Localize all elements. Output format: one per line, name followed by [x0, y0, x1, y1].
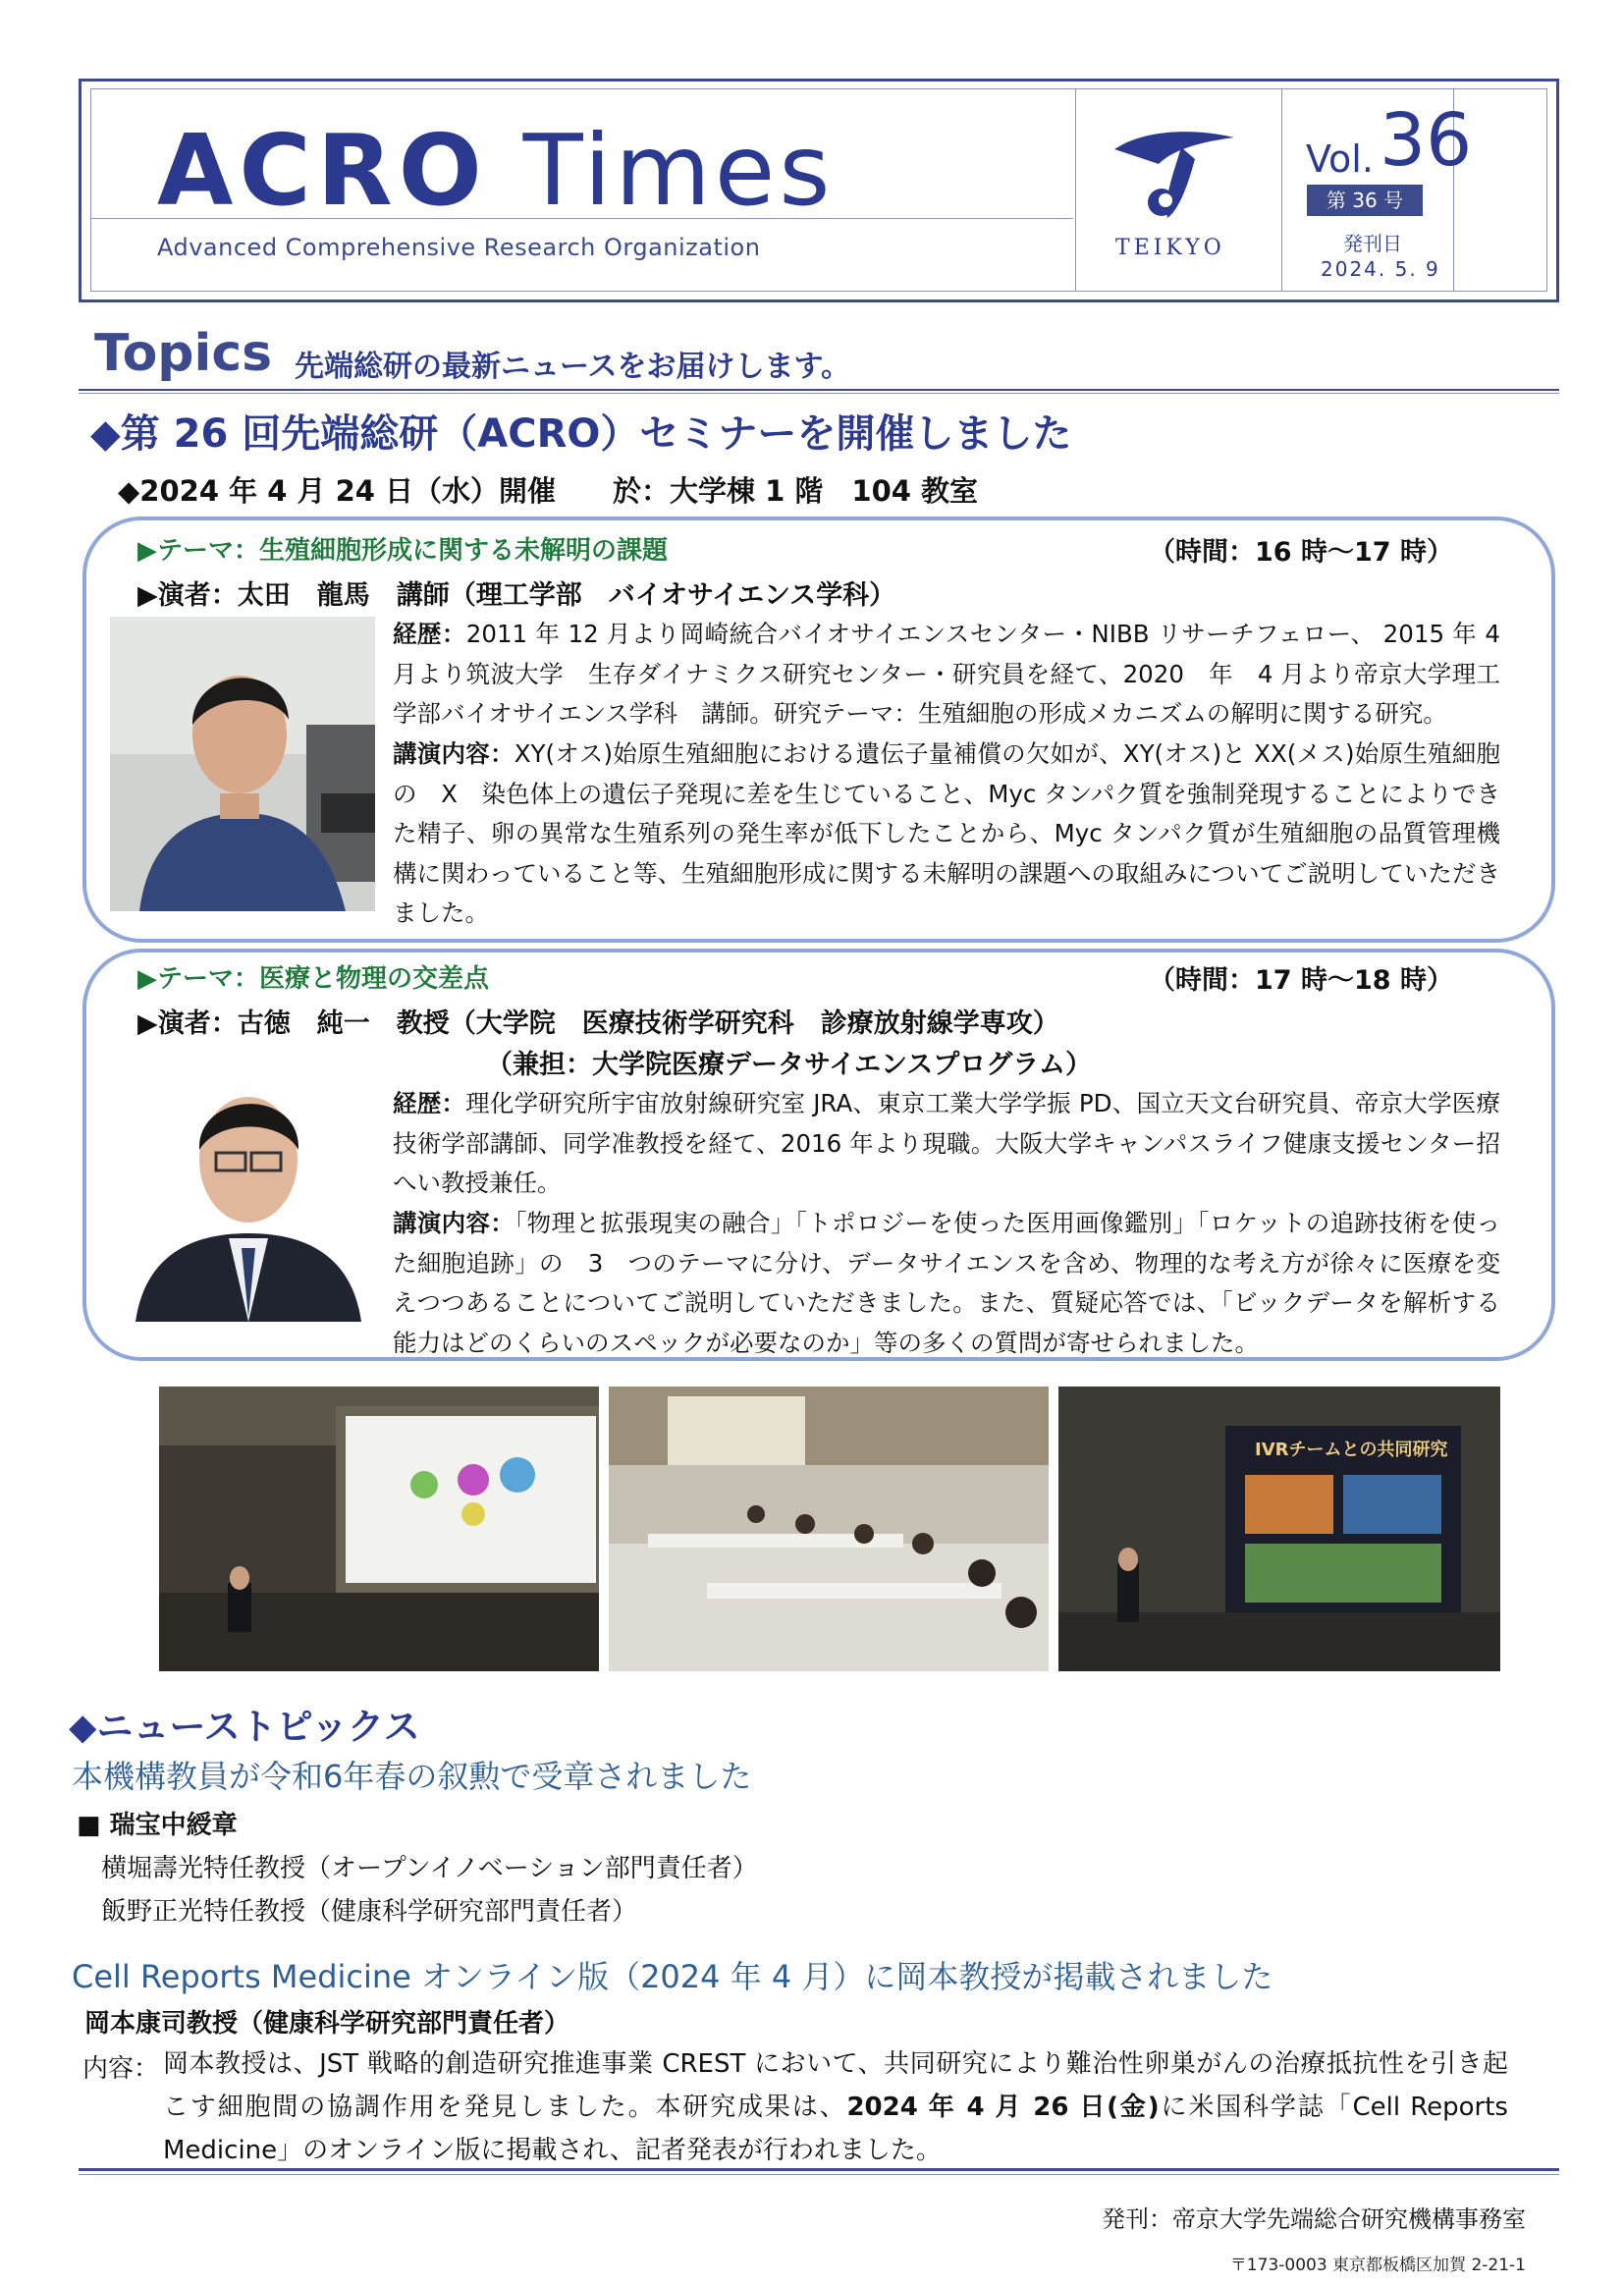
talk1-career-text: 2011 年 12 月より岡崎統合バイオサイエンスセンター・NIBB リサーチフェロー、 2015 年 4 月より筑波大学 生存ダイナミクス研究センター・研究員を経て、2020 年 4 月より帝京大学理工学部バイオサイエンス学科 講師。研究テーマ：生殖細胞の形成メカニズムの解明に関する研究。	[393, 620, 1500, 728]
talk2-lecture-label: 講演内容：	[393, 1209, 515, 1237]
talk2-speaker-extra: （兼担：大学院医療データサイエンスプログラム）	[486, 1050, 1092, 1080]
event-photo-2	[609, 1387, 1049, 1671]
speaker-photo-kotoku	[126, 1057, 371, 1322]
news1-person-2: 飯野正光特任教授（健康科学研究部門責任者）	[101, 1897, 638, 1927]
talk1-career	[393, 615, 1500, 734]
newsletter-subtitle: Advanced Comprehensive Research Organization	[157, 234, 761, 261]
topics-rule-thin	[79, 393, 1559, 394]
news2-title: Cell Reports Medicine オンライン版（2024 年 4 月）に岡本教授が掲載されました	[72, 1958, 1273, 1995]
news2-text-c: に米国科学誌「Cell Reports Medicine」のオンライン版に掲載され、記者発表が行われました。	[163, 2093, 1508, 2165]
speaker-photo-ota	[110, 617, 375, 911]
date-label: 発刊日	[1343, 232, 1402, 255]
talk2-career-text: 理化学研究所宇宙放射線研究室 JRA、東京工業大学学振 PD、国立天文台研究員、帝京大学医療技術学部講師、同学准教授を経て、2016 年より現職。大阪大学キャンパスライフ健康支援センター招へい教授兼任。	[393, 1089, 1500, 1197]
talk1-speaker: ▶演者：太田 龍馬 講師（理工学部 バイオサイエンス学科）	[137, 580, 896, 611]
talk2-speaker: ▶演者：古徳 純一 教授（大学院 医療技術学研究科 診療放射線学専攻）	[137, 1008, 1059, 1039]
news2-person: 岡本康司教授（健康科学研究部門責任者）	[84, 2009, 570, 2039]
news1-title: 本機構教員が令和6年春の叙勲で受章されました	[72, 1758, 752, 1795]
title-light: Times	[522, 113, 835, 228]
date-value: 2024. 5. 9	[1321, 257, 1440, 281]
newsletter-title	[157, 113, 835, 228]
talk2-career	[393, 1084, 1500, 1204]
talk1-theme: ▶テーマ：生殖細胞形成に関する未解明の課題	[137, 536, 668, 566]
masthead-vdivider-1	[1075, 89, 1076, 291]
vol-number: 36	[1380, 98, 1473, 183]
talk2-theme: ▶テーマ：医療と物理の交差点	[137, 964, 489, 994]
talk1-time: （時間：16 時～17 時）	[1149, 537, 1453, 568]
talk1-lecture	[393, 734, 1500, 934]
talk1-lecture-label: 講演内容：	[393, 739, 514, 768]
issue-badge: 第 36 号	[1307, 185, 1423, 216]
footer-publisher: 発刊：帝京大学先端総合研究機構事務室	[1102, 2205, 1526, 2233]
masthead-vdivider-2	[1281, 89, 1282, 291]
title-bold: ACRO	[157, 113, 488, 228]
talk2-career-label: 経歴：	[393, 1089, 466, 1117]
teikyo-wordmark: TEIKYO	[1115, 236, 1225, 260]
footer-rule	[79, 2168, 1559, 2171]
footer-address: 〒173-0003 東京都板橋区加賀 2-21-1	[1229, 2256, 1526, 2275]
footer-rule-thin	[79, 2174, 1559, 2175]
talk2-lecture	[393, 1204, 1500, 1363]
teikyo-logo-icon	[1105, 120, 1242, 228]
news1-award: ■ 瑞宝中綬章	[77, 1811, 238, 1840]
talk2-lecture-text: 「物理と拡張現実の融合」「トポロジーを使った医用画像鑑別」「ロケットの追跡技術を使った細胞追跡」の 3 つのテーマに分け、データサイエンスを含め、物理的な考え方が徐々に医療を変えつつあることについてご説明していただきました。また、質疑応答では、「ビックデータを解析する能力はどのくらいのスペックが必要なのか」等の多くの質問が寄せられました。	[393, 1209, 1500, 1357]
talk1-career-label: 経歴：	[393, 620, 466, 648]
slide-title-text: IVRチームとの共同研究	[1255, 1440, 1448, 1460]
news2-text-a: 岡本教授は、JST 戦略的創造研究推進事業 CREST において、共同研究により難治性卵巣がんの治療抵抗性を引き起こす細胞間の協調作用を発見しました。本研究成果は、	[163, 2049, 1508, 2122]
seminar-heading: ◆第 26 回先端総研（ACRO）セミナーを開催しました	[90, 411, 1072, 457]
news2-date: 2024 年 4 月 26 日(金)	[846, 2093, 1160, 2122]
news-heading: ◆ニューストピックス	[69, 1706, 420, 1748]
topics-rule	[79, 389, 1559, 391]
news2-label: 内容：	[82, 2054, 160, 2084]
seminar-date-venue: ◆2024 年 4 月 24 日（水）開催 於：大学棟 1 階 104 教室	[118, 474, 979, 508]
news2-content	[163, 2042, 1508, 2172]
event-photo-3	[1058, 1387, 1500, 1671]
news1-person-1: 横堀壽光特任教授（オープンイノベーション部門責任者）	[101, 1854, 758, 1883]
vol-label: Vol.	[1306, 137, 1374, 181]
topics-subtitle: 先端総研の最新ニュースをお届けします。	[295, 350, 851, 384]
event-photo-1	[159, 1387, 599, 1671]
talk2-time: （時間：17 時～18 時）	[1149, 965, 1453, 996]
talk1-lecture-text: XY(オス)始原生殖細胞における遺伝子量補償の欠如が、XY(オス)と XX(メス)始原生殖細胞の X 染色体上の遺伝子発現に差を生じていること、Myc タンパク質を強制発現することによりできた精子、卵の異常な生殖系列の発生率が低下したことから、Myc タンパク質が生殖細胞の品質管理機構に関わっていること等、生殖細胞形成に関する未解明の課題への取組みについてご説明していただきました。	[393, 739, 1500, 927]
topics-title: Topics	[94, 324, 273, 383]
